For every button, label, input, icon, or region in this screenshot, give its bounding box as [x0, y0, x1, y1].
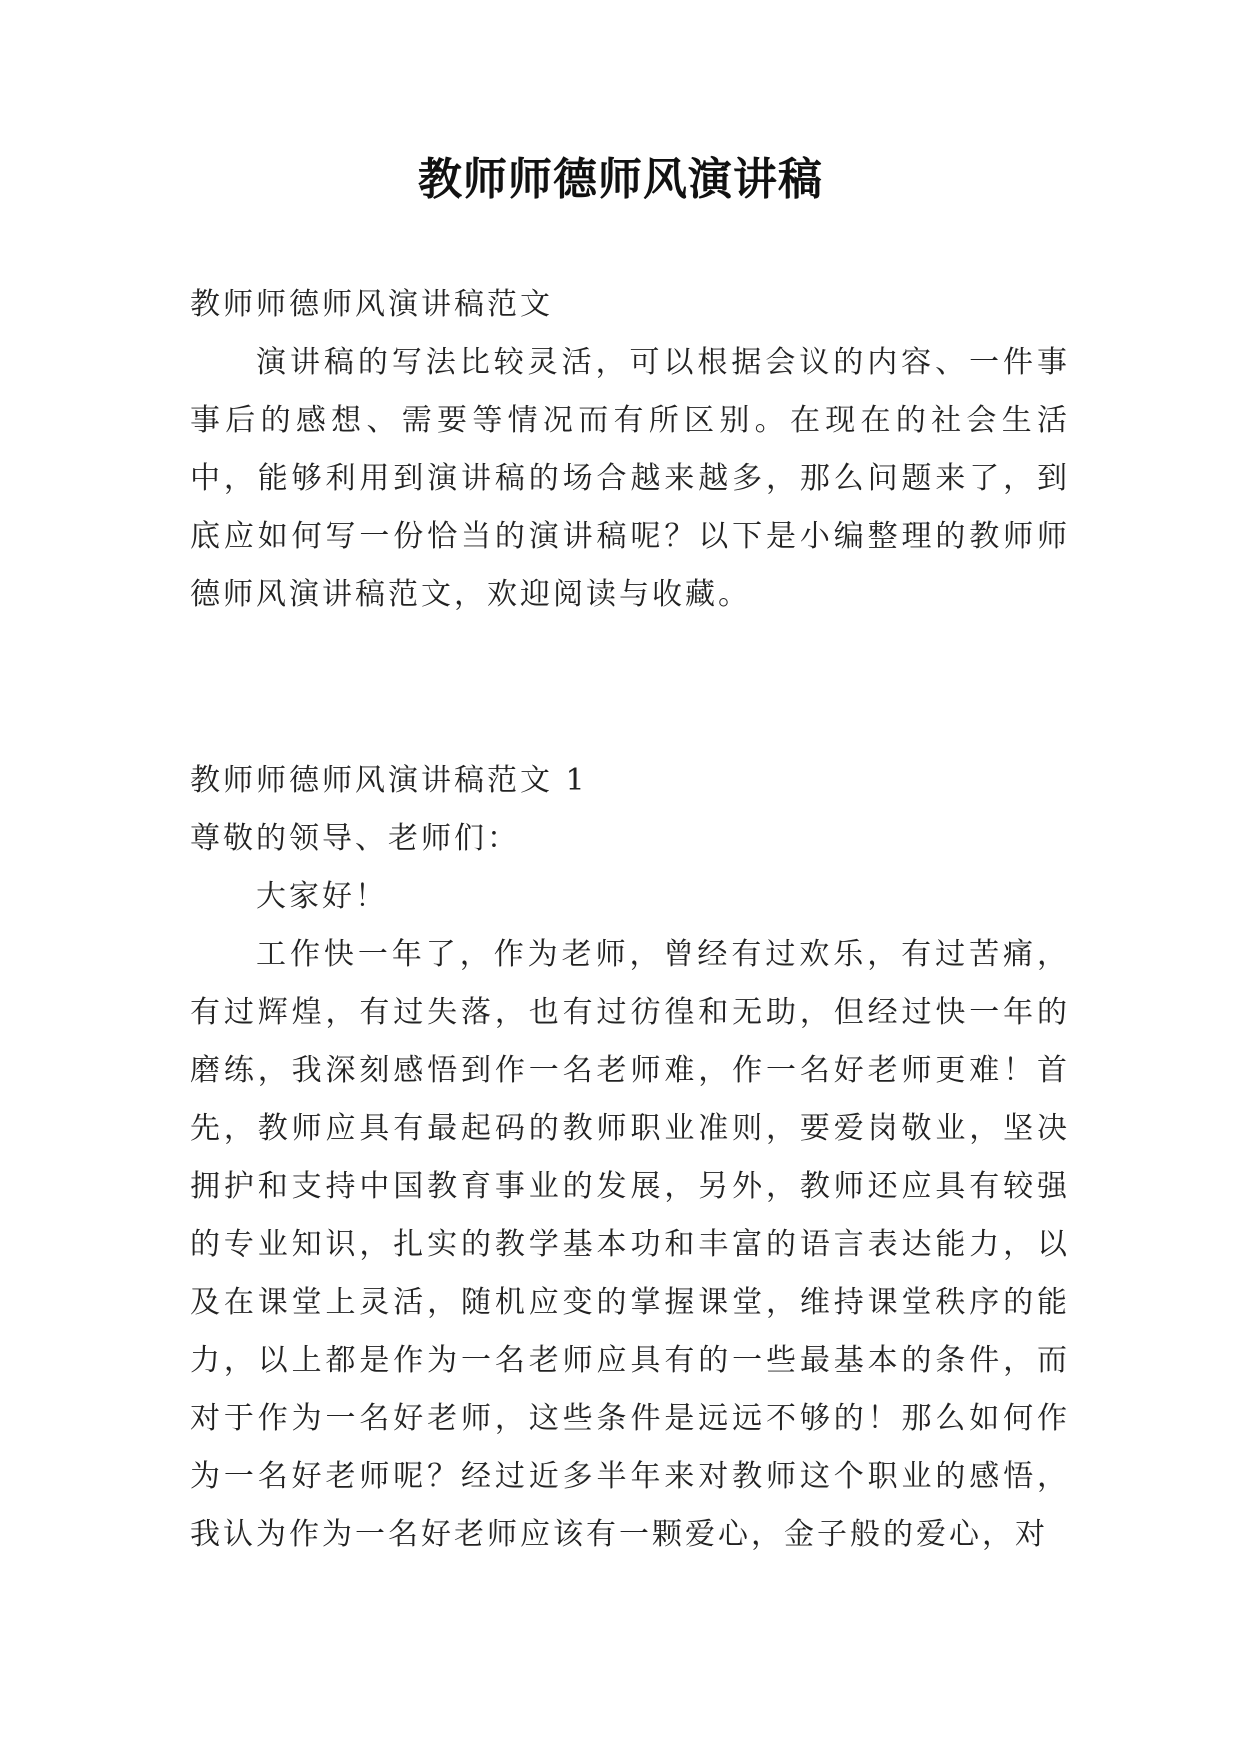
intro-heading: 教师师德师风演讲稿范文 — [190, 287, 553, 322]
document-title: 教师师德师风演讲稿 — [418, 154, 823, 205]
intro-section — [190, 276, 1070, 624]
salutation: 尊敬的领导、老师们： — [190, 821, 520, 856]
speech-section-1 — [190, 752, 1070, 1564]
section-heading: 教师师德师风演讲稿范文 1 — [190, 763, 588, 798]
greeting: 大家好！ — [256, 879, 388, 914]
body-paragraph: 工作快一年了，作为老师，曾经有过欢乐，有过苦痛，有过辉煌，有过失落，也有过彷徨和无助，但经过快一年的磨练，我深刻感悟到作一名老师难，作一名好老师更难！首先，教师应具有最起码的教师职业准则，要爱岗敬业，坚决拥护和支持中国教育事业的发展，另外，教师还应具有较强的专业知识，扎实的教学基本功和丰富的语言表达能力，以及在课堂上灵活，随机应变的掌握课堂，维持课堂秩序的能力，以上都是作为一名老师应具有的一些最基本的条件，而对于作为一名好老师，这些条件是远远不够的！那么如何作为一名好老师呢？经过近多半年来对教师这个职业的感悟，我认为作为一名好老师应该有一颗爱心，金子般的爱心，对 — [190, 937, 1070, 1552]
intro-paragraph: 演讲稿的写法比较灵活，可以根据会议的内容、一件事事后的感想、需要等情况而有所区别。在现在的社会生活中，能够利用到演讲稿的场合越来越多，那么问题来了，到底应如何写一份恰当的演讲稿呢？以下是小编整理的教师师德师风演讲稿范文，欢迎阅读与收藏。 — [190, 345, 1070, 612]
